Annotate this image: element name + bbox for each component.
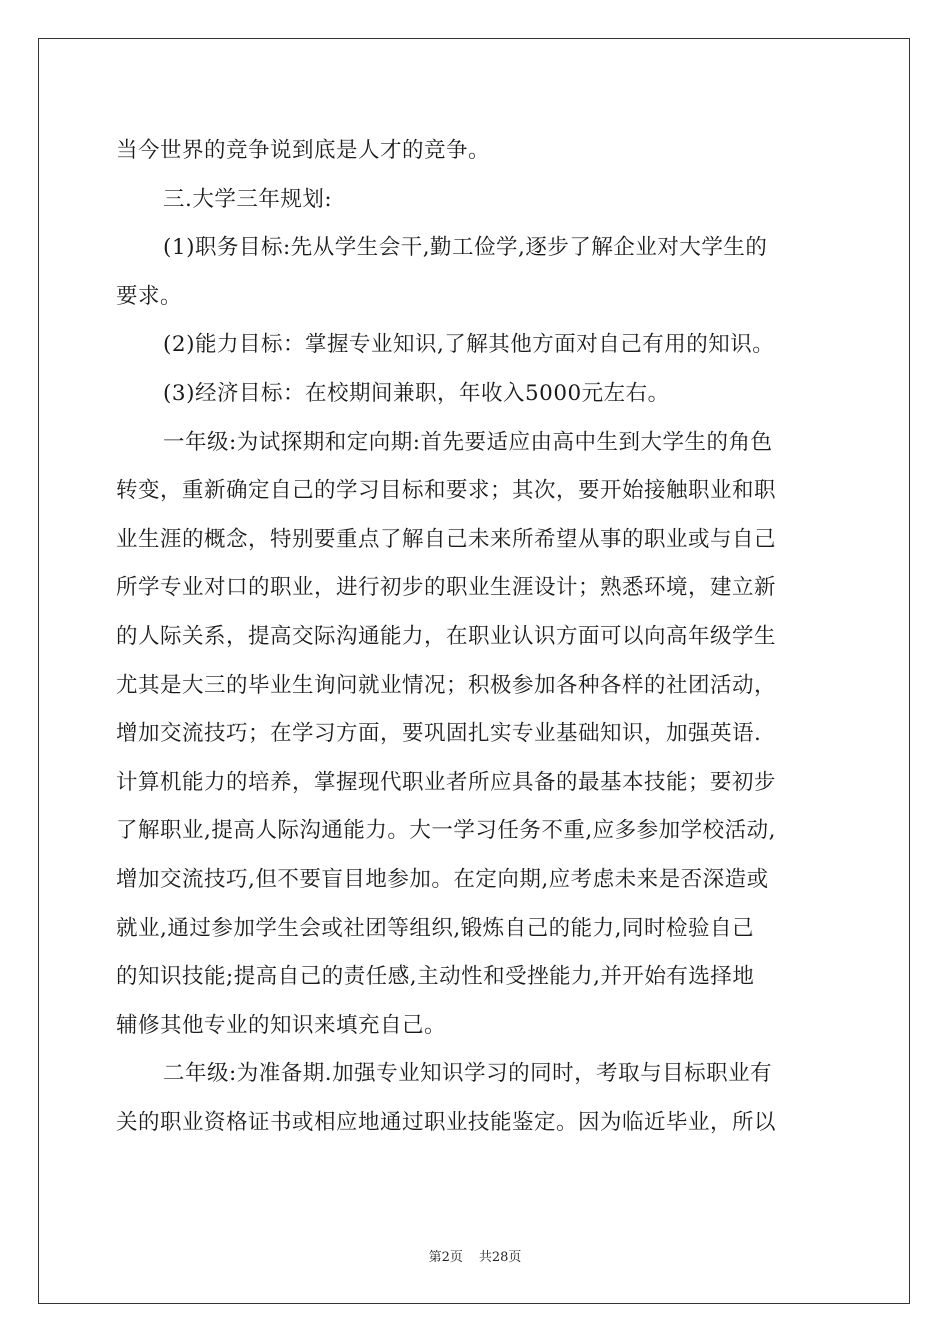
text-line: 辅修其他专业的知识来填充自己。 <box>116 1012 447 1038</box>
text-line: 计算机能力的培养，掌握现代职业者所应具备的最基本技能；要初步 <box>116 769 777 795</box>
text-line: (3)经济目标：在校期间兼职，年收入5000元左右。 <box>163 380 670 406</box>
text-line: 要求。 <box>116 283 183 309</box>
text-line: 转变，重新确定自己的学习目标和要求；其次，要开始接触职业和职 <box>116 478 777 504</box>
text-line: 所学专业对口的职业，进行初步的职业生涯设计；熟悉环境，建立新 <box>116 575 777 601</box>
text-line: 增加交流技巧,但不要盲目地参加。在定向期,应考虑未来是否深造或 <box>116 866 769 892</box>
page-total: 共28页 <box>478 1250 522 1265</box>
text-line: 就业,通过参加学生会或社团等组织,锻炼自己的能力,同时检验自己 <box>116 915 755 941</box>
text-line: 的人际关系，提高交际沟通能力，在职业认识方面可以向高年级学生 <box>116 623 777 649</box>
text-line: 业生涯的概念，特别要重点了解自己未来所希望从事的职业或与自己 <box>116 526 777 552</box>
page-number: 第2页 <box>428 1250 463 1265</box>
text-line: 的知识技能;提高自己的责任感,主动性和受挫能力,并开始有选择地 <box>116 964 755 990</box>
text-line: 二年级:为准备期.加强专业知识学习的同时，考取与目标职业有 <box>163 1061 773 1087</box>
text-line: (1)职务目标:先从学生会干,勤工俭学,逐步了解企业对大学生的 <box>163 235 768 261</box>
text-line: 增加交流技巧；在学习方面，要巩固扎实专业基础知识，加强英语. <box>116 721 762 747</box>
text-line: 关的职业资格证书或相应地通过职业技能鉴定。因为临近毕业，所以 <box>116 1109 777 1135</box>
text-line: 一年级:为试探期和定向期:首先要适应由高中生到大学生的角色 <box>163 429 773 455</box>
document-body <box>116 127 836 1147</box>
page-footer <box>0 1246 950 1265</box>
text-line: 了解职业,提高人际沟通能力。大一学习任务不重,应多参加学校活动, <box>116 818 777 844</box>
text-line: 尤其是大三的毕业生询问就业情况；积极参加各种各样的社团活动， <box>116 672 777 698</box>
section-heading: 三.大学三年规划: <box>163 186 333 212</box>
text-line: 当今世界的竞争说到底是人才的竞争。 <box>116 138 491 163</box>
text-line: (2)能力目标：掌握专业知识,了解其他方面对自己有用的知识。 <box>163 332 775 358</box>
